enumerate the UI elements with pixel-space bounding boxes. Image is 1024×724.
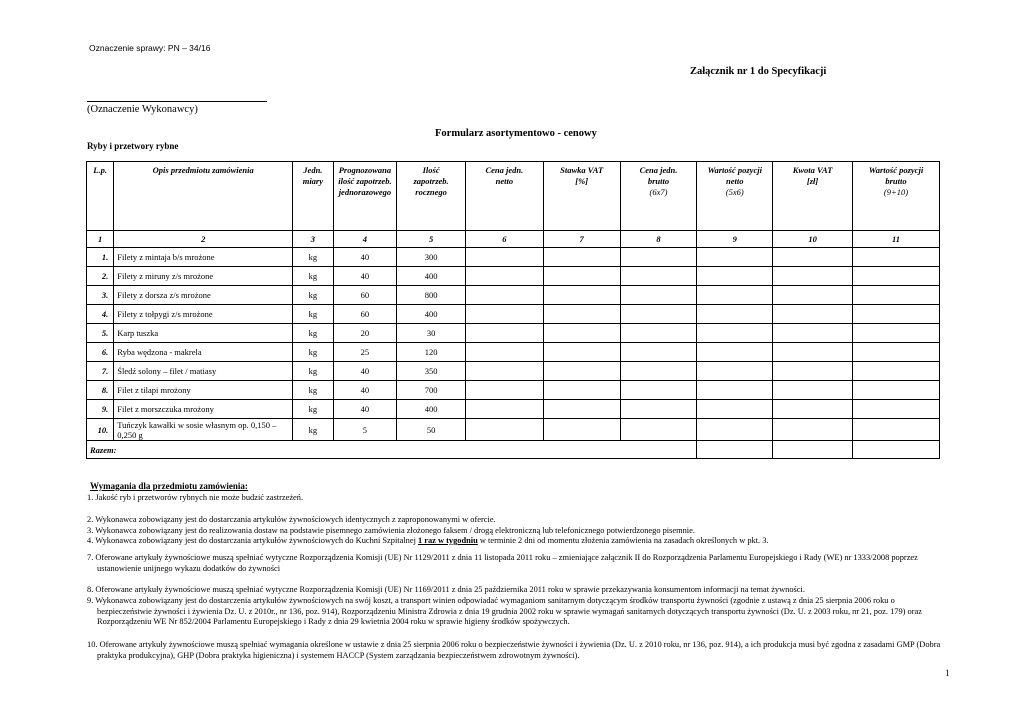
total-label: Razem: — [87, 441, 697, 459]
annex-title: Załącznik nr 1 do Specyfikacji — [690, 66, 827, 77]
column-number-row — [87, 231, 940, 248]
cell-annual: 120 — [397, 343, 466, 362]
cell-empty-input[interactable] — [697, 286, 773, 305]
form-title: Formularz asortymentowo - cenowy — [435, 128, 597, 139]
column-header-2 — [114, 162, 293, 231]
cell-unit: kg — [293, 267, 333, 286]
cell-empty-input[interactable] — [465, 362, 543, 381]
cell-empty-input[interactable] — [852, 286, 939, 305]
total-cell[interactable] — [773, 441, 853, 459]
cell-empty-input[interactable] — [465, 267, 543, 286]
cell-empty-input[interactable] — [773, 305, 853, 324]
cell-empty-input[interactable] — [852, 419, 939, 441]
table-row — [87, 305, 940, 324]
cell-desc: Tuńczyk kawałki w sosie własnym op. 0,150 – 0,250 g — [114, 419, 293, 441]
cell-unit: kg — [293, 381, 333, 400]
requirement-7 — [87, 553, 947, 574]
cell-empty-input[interactable] — [543, 248, 620, 267]
cell-single: 40 — [333, 400, 397, 419]
column-header-3 — [293, 162, 333, 231]
cell-single: 60 — [333, 305, 397, 324]
cell-annual: 800 — [397, 286, 466, 305]
column-header-3-line1: Jedn. — [303, 165, 323, 175]
cell-empty-input[interactable] — [620, 419, 697, 441]
cell-empty-input[interactable] — [852, 343, 939, 362]
cell-annual: 350 — [397, 362, 466, 381]
cell-empty-input[interactable] — [773, 324, 853, 343]
cell-empty-input[interactable] — [465, 343, 543, 362]
total-row — [87, 441, 940, 459]
column-header-11-line1: Wartość pozycji — [868, 165, 924, 175]
requirement-10 — [87, 640, 947, 661]
requirements-heading: Wymagania dla przedmiotu zamówienia: — [90, 481, 248, 491]
cell-empty-input[interactable] — [852, 381, 939, 400]
table-row — [87, 248, 940, 267]
cell-annual: 400 — [397, 267, 466, 286]
column-number: 10 — [773, 231, 853, 248]
table-row — [87, 343, 940, 362]
cell-desc: Karp tuszka — [114, 324, 293, 343]
requirement-4-text-c: w terminie 2 dni od momentu złożenia zamówienia na zasadach określonych w pkt. 3. — [477, 536, 769, 545]
cell-unit: kg — [293, 362, 333, 381]
column-number: 1 — [87, 231, 114, 248]
cell-annual: 50 — [397, 419, 466, 441]
table-row — [87, 362, 940, 381]
cell-empty-input[interactable] — [852, 324, 939, 343]
cell-empty-input[interactable] — [620, 381, 697, 400]
cell-lp: 6. — [87, 343, 114, 362]
cell-empty-input[interactable] — [697, 362, 773, 381]
cell-empty-input[interactable] — [620, 324, 697, 343]
requirement-4 — [87, 536, 947, 547]
cell-empty-input[interactable] — [620, 343, 697, 362]
cell-annual: 400 — [397, 400, 466, 419]
column-header-6-line2: netto — [495, 176, 514, 186]
column-number: 11 — [852, 231, 939, 248]
cell-empty-input[interactable] — [773, 419, 853, 441]
cell-unit: kg — [293, 248, 333, 267]
cell-lp: 9. — [87, 400, 114, 419]
cell-empty-input[interactable] — [543, 400, 620, 419]
cell-empty-input[interactable] — [773, 286, 853, 305]
cell-empty-input[interactable] — [773, 248, 853, 267]
requirement-9 — [87, 596, 947, 628]
cell-empty-input[interactable] — [620, 248, 697, 267]
requirement-4-frequency: 1 raz w tygodniu — [418, 536, 478, 545]
cell-empty-input[interactable] — [465, 381, 543, 400]
cell-empty-input[interactable] — [465, 324, 543, 343]
column-number: 6 — [465, 231, 543, 248]
column-header-10 — [773, 162, 853, 231]
cell-lp: 2. — [87, 267, 114, 286]
cell-unit: kg — [293, 286, 333, 305]
contractor-signature-line — [87, 101, 267, 102]
cell-desc: Ryba wędzona - makrela — [114, 343, 293, 362]
cell-single: 40 — [333, 362, 397, 381]
cell-single: 40 — [333, 267, 397, 286]
requirement-4-text-a: 4. Wykonawca zobowiązany jest do dostarczania artykułów żywnościowych do Kuchni Szpitalnej — [87, 536, 418, 545]
cell-empty-input[interactable] — [465, 286, 543, 305]
cell-empty-input[interactable] — [543, 362, 620, 381]
total-cell[interactable] — [852, 441, 939, 459]
table-row — [87, 400, 940, 419]
contractor-label: (Oznaczenie Wykonawcy) — [87, 104, 198, 115]
cell-desc: Filety z dorsza z/s mrożone — [114, 286, 293, 305]
column-header-4-line1: Prognozowana — [338, 165, 392, 175]
requirement-3: 3. Wykonawca zobowiązany jest do realizowania dostaw na podstawie pisemnego zamówienia złożonego faksem / drogą elektroniczną lub telefonicznego potwierdzonego pisemnie. — [87, 526, 695, 535]
cell-lp: 3. — [87, 286, 114, 305]
cell-empty-input[interactable] — [697, 305, 773, 324]
column-number: 7 — [543, 231, 620, 248]
column-header-8-line1: Cena jedn. — [639, 165, 678, 175]
table-row — [87, 419, 940, 441]
column-number: 3 — [293, 231, 333, 248]
cell-unit: kg — [293, 400, 333, 419]
requirement-1: 1. Jakość ryb i przetworów rybnych nie może budzić zastrzeżeń. — [87, 493, 304, 502]
cell-empty-input[interactable] — [852, 248, 939, 267]
price-form-table — [86, 161, 940, 459]
cell-empty-input[interactable] — [852, 400, 939, 419]
table-row — [87, 267, 940, 286]
column-number: 4 — [333, 231, 397, 248]
cell-single: 40 — [333, 248, 397, 267]
column-header-10-line2: [zł] — [806, 176, 819, 186]
table-header-row — [87, 162, 940, 231]
cell-desc: Filety z tołpygi z/s mrożone — [114, 305, 293, 324]
column-header-11-line3: (9+10) — [883, 187, 909, 197]
requirement-9-text: 9. Wykonawca zobowiązany jest do dostarczenia artykułów żywnościowych na swój koszt, a transport winien odpowiadać wymaganiom sanitarnym dotyczącym środków transportu żywności (zgodnie z ustawą z dnia 25 sierpnia 2006 roku o bezpieczeństwie żywności i żywienia Dz. U. z 2010r., nr 136, poz. 914), Rozporządzeniu Ministra Zdrowia z dnia 19 grudnia 2002 roku w sprawie wymagań sanitarnych dotyczących transportu żywności (Dz. U. z 2003 roku, nr 21, poz. 179) oraz Rozporządzeniu WE Nr 852/2004 Parlamentu Europejskiego i Rady z dnia 29 kwietnia 2004 roku w sprawie higieny środków spożywczych. — [87, 596, 922, 626]
column-header-11 — [852, 162, 939, 231]
column-header-6-line1: Cena jedn. — [485, 165, 524, 175]
cell-single: 20 — [333, 324, 397, 343]
column-number: 5 — [397, 231, 466, 248]
cell-empty-input[interactable] — [697, 248, 773, 267]
cell-lp: 4. — [87, 305, 114, 324]
cell-lp: 5. — [87, 324, 114, 343]
cell-lp: 10. — [87, 419, 114, 441]
cell-annual: 300 — [397, 248, 466, 267]
requirement-8: 8. Oferowane artykuły żywnościowe muszą spełniać wytyczne Rozporządzenia Komisji (UE) Nr 1169/2011 z dnia 25 października 2011 roku w sprawie przekazywania konsumentom informacji na temat żywności. — [87, 585, 805, 594]
cell-empty-input[interactable] — [697, 400, 773, 419]
cell-lp: 8. — [87, 381, 114, 400]
requirement-7-text: 7. Oferowane artykuły żywnościowe muszą spełniać wytyczne Rozporządzenia Komisji (UE) Nr 1129/2011 z dnia 11 listopada 2011 roku – zmieniające załącznik II do Rozporządzenia Parlamentu Europejskiego i Rady (WE) nr 1333/2008 poprzez ustanowienie unijnego wykazu dodatków do żywności — [87, 553, 918, 573]
cell-unit: kg — [293, 343, 333, 362]
cell-annual: 700 — [397, 381, 466, 400]
cell-empty-input[interactable] — [697, 324, 773, 343]
column-header-1-line1: L.p. — [93, 165, 107, 175]
cell-annual: 400 — [397, 305, 466, 324]
cell-empty-input[interactable] — [543, 324, 620, 343]
case-number: Oznaczenie sprawy: PN – 34/16 — [89, 43, 211, 53]
cell-empty-input[interactable] — [697, 267, 773, 286]
cell-empty-input[interactable] — [697, 381, 773, 400]
column-header-7 — [543, 162, 620, 231]
cell-empty-input[interactable] — [465, 419, 543, 441]
table-row — [87, 324, 940, 343]
cell-empty-input[interactable] — [620, 400, 697, 419]
cell-empty-input[interactable] — [773, 267, 853, 286]
table-row — [87, 381, 940, 400]
column-header-5-line1: Ilość — [422, 165, 440, 175]
cell-unit: kg — [293, 324, 333, 343]
column-header-10-line1: Kwota VAT — [792, 165, 833, 175]
cell-empty-input[interactable] — [543, 267, 620, 286]
cell-empty-input[interactable] — [465, 305, 543, 324]
column-header-9-line3: (5x6) — [725, 187, 744, 197]
column-number: 2 — [114, 231, 293, 248]
cell-empty-input[interactable] — [620, 267, 697, 286]
column-header-7-line2: [%] — [575, 176, 589, 186]
cell-empty-input[interactable] — [465, 400, 543, 419]
column-header-1 — [87, 162, 114, 231]
column-header-4-line3: jednorazowego — [338, 187, 392, 197]
requirement-2: 2. Wykonawca zobowiązany jest do dostarczania artykułów żywnościowych identycznych z zaproponowanymi w ofercie. — [87, 515, 496, 524]
cell-single: 25 — [333, 343, 397, 362]
column-header-11-line2: brutto — [885, 176, 907, 186]
cell-single: 40 — [333, 381, 397, 400]
column-header-9-line1: Wartość pozycji — [707, 165, 762, 175]
cell-empty-input[interactable] — [543, 286, 620, 305]
cell-empty-input[interactable] — [620, 286, 697, 305]
cell-empty-input[interactable] — [852, 362, 939, 381]
cell-empty-input[interactable] — [620, 305, 697, 324]
column-header-2-line1: Opis przedmiotu zamówienia — [152, 165, 254, 175]
cell-empty-input[interactable] — [773, 343, 853, 362]
cell-desc: Filety z miruny z/s mrożone — [114, 267, 293, 286]
cell-single: 5 — [333, 419, 397, 441]
cell-unit: kg — [293, 419, 333, 441]
cell-empty-input[interactable] — [543, 381, 620, 400]
column-header-3-line2: miary — [302, 176, 324, 186]
column-number: 8 — [620, 231, 697, 248]
cell-desc: Filety z mintaja b/s mrożone — [114, 248, 293, 267]
cell-empty-input[interactable] — [620, 362, 697, 381]
column-header-8-line2: brutto — [647, 176, 670, 186]
column-header-4-line2: ilość zapotrzeb. — [338, 176, 392, 186]
column-header-9-line2: netto — [726, 176, 744, 186]
column-header-7-line1: Stawka VAT — [560, 165, 604, 175]
column-header-6 — [465, 162, 543, 231]
cell-single: 60 — [333, 286, 397, 305]
page-number: 1 — [945, 668, 950, 678]
cell-empty-input[interactable] — [697, 343, 773, 362]
column-header-8-line3: (6x7) — [649, 187, 668, 197]
cell-empty-input[interactable] — [852, 305, 939, 324]
cell-desc: Śledź solony – filet / matiasy — [114, 362, 293, 381]
column-header-5-line3: rocznego — [415, 187, 447, 197]
column-header-5-line2: zapotrzeb. — [413, 176, 449, 186]
cell-empty-input[interactable] — [543, 305, 620, 324]
column-header-4 — [333, 162, 397, 231]
cell-desc: Filet z morszczuka mrożony — [114, 400, 293, 419]
cell-lp: 7. — [87, 362, 114, 381]
section-title: Ryby i przetwory rybne — [87, 141, 179, 151]
cell-empty-input[interactable] — [773, 400, 853, 419]
cell-empty-input[interactable] — [543, 419, 620, 441]
column-header-5 — [397, 162, 466, 231]
cell-lp: 1. — [87, 248, 114, 267]
total-cell[interactable] — [697, 441, 773, 459]
column-number: 9 — [697, 231, 773, 248]
cell-annual: 30 — [397, 324, 466, 343]
column-header-9 — [697, 162, 773, 231]
table-row — [87, 286, 940, 305]
cell-empty-input[interactable] — [697, 419, 773, 441]
cell-empty-input[interactable] — [773, 381, 853, 400]
cell-desc: Filet z tilapi mrożony — [114, 381, 293, 400]
cell-empty-input[interactable] — [465, 248, 543, 267]
cell-unit: kg — [293, 305, 333, 324]
cell-empty-input[interactable] — [852, 267, 939, 286]
requirement-10-text: 10. Oferowane artykuły żywnościowe muszą spełniać wymagania określone w ustawie z dnia 25 sierpnia 2006 roku o bezpieczeństwie żywności i żywienia (Dz. U. z 2010 roku, nr 136, poz. 914), a ich produkcja musi być zgodna z zasadami GMP (Dobra praktyka produkcyjna), GHP (Dobra praktyka higieniczna) i systemem HACCP (System zarządzania bezpieczeństwem zdrowotnym żywności). — [87, 640, 941, 660]
cell-empty-input[interactable] — [773, 362, 853, 381]
column-header-8 — [620, 162, 697, 231]
cell-empty-input[interactable] — [543, 343, 620, 362]
